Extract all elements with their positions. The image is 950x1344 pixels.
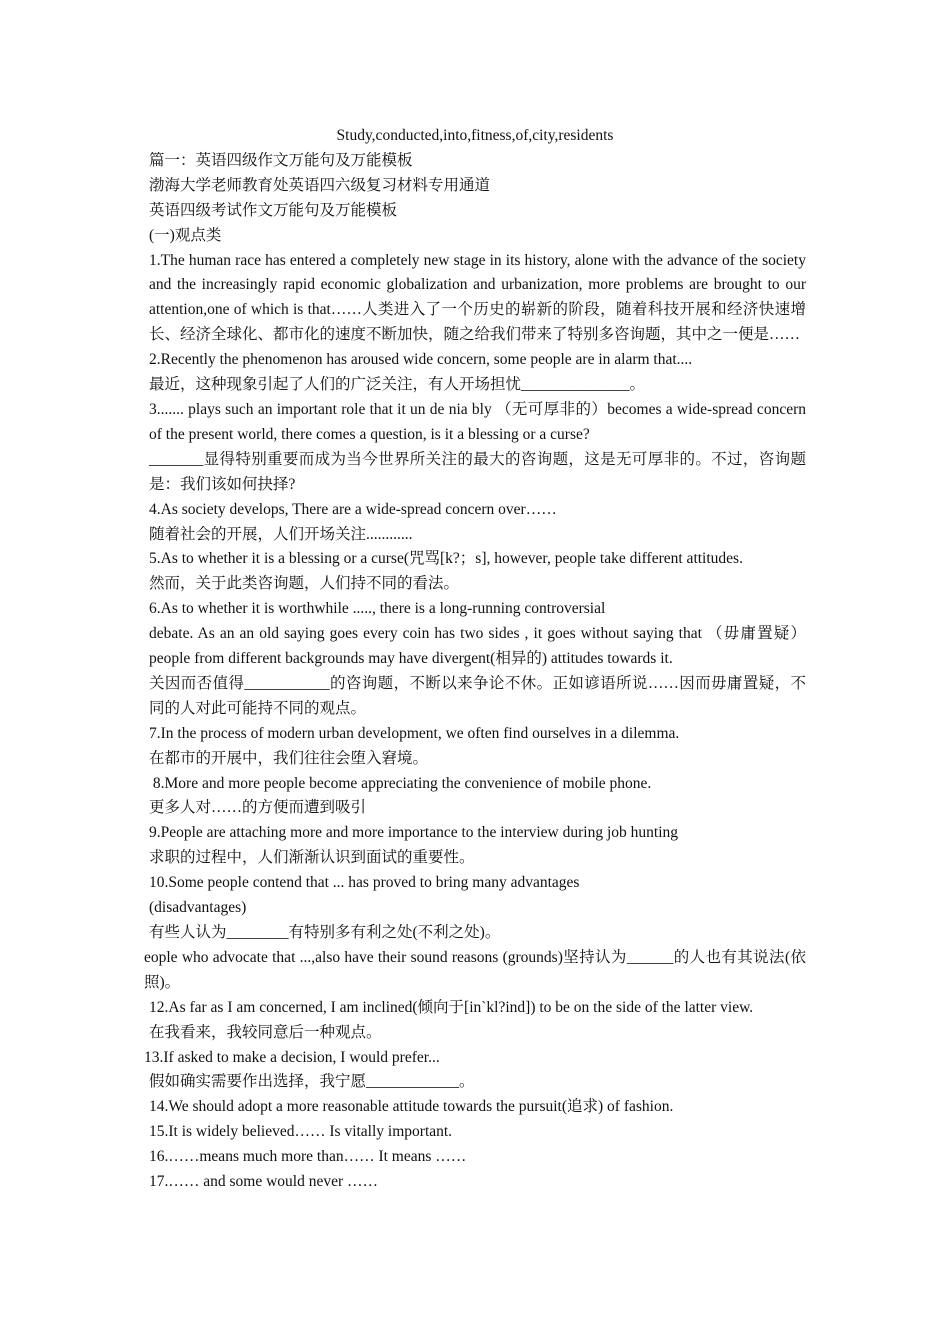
sentence-item-7: 7.In the process of modern urban development, we often find ourselves in a dilemma. [149, 724, 680, 742]
sentence-item-5: 5.As to whether it is a blessing or a curse(咒骂[k?；s], however, people take different attitudes. [149, 550, 743, 568]
section-heading: 篇一：英语四级作文万能句及万能模板 [149, 151, 413, 169]
translation-9: 求职的过程中，人们渐渐认识到面试的重要性。 [149, 849, 475, 867]
translation-6: 关因而否值得___________的咨询题，不断以来争论不休。正如谚语所说……因而毋庸置疑，不同的人对此可能持不同的观点。 [149, 674, 806, 717]
translation-4: 随着社会的开展，人们开场关注............ [149, 525, 413, 543]
source-line: 渤海大学老师教育处英语四六级复习材料专用通道 [149, 176, 491, 194]
translation-12: 在我看来，我较同意后一种观点。 [149, 1023, 382, 1041]
document-page [144, 124, 806, 1195]
translation-5: 然而，关于此类咨询题，人们持不同的看法。 [149, 575, 460, 593]
sentence-item-12: 12.As far as I am concerned, I am inclined(倾向于[in`kl?ind]) to be on the side of the latter view. [149, 998, 754, 1016]
subtitle-line: 英语四级考试作文万能句及万能模板 [149, 201, 398, 219]
sentence-item-10-cont: (disadvantages) [149, 899, 247, 917]
sentence-item-15: 15.It is widely believed…… Is vitally important. [149, 1123, 453, 1141]
translation-7: 在都市的开展中，我们往往会堕入窘境。 [149, 749, 429, 767]
sentence-item-3: 3....... plays such an important role that it un de nia bly （无可厚非的）becomes a wide-spread concern of the present world, there comes a question, is it a blessing or a curse? [149, 400, 806, 443]
sentence-item-6-cont: debate. As an an old saying goes every coin has two sides , it goes without saying that （毋庸置疑） people from different backgrounds may have divergent(相异的) attitudes towards it. [149, 625, 806, 668]
category-heading: (一)观点类 [149, 226, 222, 244]
translation-8: 更多人对……的方便而遭到吸引 [149, 799, 367, 817]
sentence-item-1: 1.The human race has entered a completely new stage in its history, alone with the advance of the society and the increasingly rapid economic globalization and urbanization, more problems are brought to our attention,one of which is that……人类进入了一个历史的崭新的阶段，随着科技开展和经济快速增长、经济全球化、都市化的速度不断加快，随之给我们带来了特别多咨询题，其中之一便是…… [149, 251, 806, 344]
sentence-item-10: 10.Some people contend that ... has proved to bring many advantages [149, 874, 580, 892]
sentence-item-14: 14.We should adopt a more reasonable attitude towards the pursuit(追求) of fashion. [149, 1098, 674, 1116]
sentence-item-16: 16.……means much more than…… It means …… [149, 1148, 467, 1166]
sentence-item-11: eople who advocate that ...,also have their sound reasons (grounds)坚持认为______的人也有其说法(依照)。 [144, 948, 806, 991]
sentence-item-9: 9.People are attaching more and more importance to the interview during job hunting [149, 824, 678, 842]
translation-3: _______显得特别重要而成为当今世界所关注的最大的咨询题，这是无可厚非的。不过，咨询题是：我们该如何抉择? [149, 450, 806, 493]
sentence-item-17: 17.…… and some would never …… [149, 1173, 379, 1191]
translation-10: 有些人认为________有特别多有利之处(不利之处)。 [149, 924, 501, 941]
sentence-item-4: 4.As society develops, There are a wide-spread concern over…… [149, 500, 557, 518]
sentence-item-6: 6.As to whether it is worthwhile ....., there is a long-running controversial [149, 600, 606, 618]
translation-2: 最近，这种现象引起了人们的广泛关注，有人开场担忧______________。 [149, 376, 646, 394]
translation-13: 假如确实需要作出选择，我宁愿____________。 [149, 1073, 475, 1091]
document-title: Study,conducted,into,fitness,of,city,residents [336, 127, 614, 144]
sentence-item-2: 2.Recently the phenomenon has aroused wide concern, some people are in alarm that.... [149, 351, 693, 369]
sentence-item-13: 13.If asked to make a decision, I would prefer... [144, 1048, 440, 1066]
sentence-item-8: 8.More and more people become appreciating the convenience of mobile phone. [149, 774, 652, 792]
